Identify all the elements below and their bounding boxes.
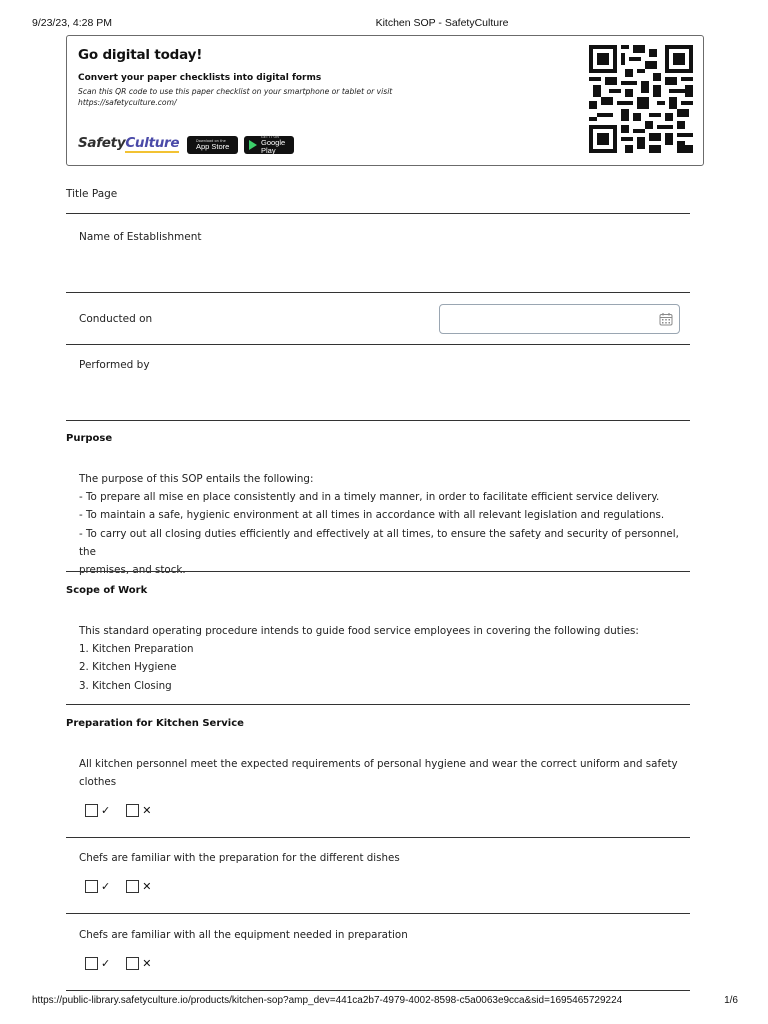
print-url: https://public-library.safetyculture.io/products/kitchen-sop?amp_dev=441ca2b7-4979-4002-8598-c5a0063e9cca&sid=1695465729224 — [32, 995, 623, 1006]
divider — [66, 292, 690, 293]
divider — [66, 704, 690, 705]
yes-option[interactable] — [85, 802, 110, 818]
divider — [66, 571, 690, 572]
check-mark-icon: ✓ — [101, 879, 111, 893]
divider — [66, 213, 690, 214]
promo-url[interactable]: https://safetyculture.com/ — [78, 98, 177, 107]
app-store-badge[interactable]: Download on the App Store — [187, 136, 238, 154]
safetyculture-logo: SafetyCulture — [78, 135, 180, 151]
check-mark-icon: ✓ — [101, 803, 111, 817]
establishment-name-label: Name of Establishment — [79, 231, 202, 243]
cross-mark-icon: ✕ — [142, 879, 152, 893]
calendar-icon[interactable] — [659, 312, 673, 326]
divider — [66, 913, 690, 914]
yes-option[interactable] — [85, 955, 110, 971]
purpose-line: The purpose of this SOP entails the following: — [79, 473, 314, 485]
checklist-question: All kitchen personnel meet the expected requirements of personal hygiene and wear the correct uniform and safety clothes — [79, 758, 678, 789]
cross-mark-icon: ✕ — [142, 803, 152, 817]
answer-options — [85, 878, 151, 894]
purpose-heading: Purpose — [66, 433, 113, 444]
print-title: Kitchen SOP - SafetyCulture — [375, 17, 509, 29]
scope-line: 2. Kitchen Hygiene — [79, 661, 177, 674]
conducted-on-date-input[interactable] — [439, 304, 680, 334]
scope-line: 3. Kitchen Closing — [79, 679, 172, 692]
checklist-question: Chefs are familiar with all the equipment needed in preparation — [79, 929, 408, 941]
scope-text — [79, 622, 679, 695]
purpose-line: - To carry out all closing duties efficiently and effectively at all times, to ensure the safety and security of personnel, the — [79, 527, 679, 558]
purpose-line: - To prepare all mise en place consistently and in a timely manner, in order to facilitate efficient service delivery. — [79, 491, 660, 504]
purpose-line: - To maintain a safe, hygienic environment at all times in accordance with all relevant legislation and regulations. — [79, 509, 665, 522]
promo-title: Go digital today! — [78, 47, 203, 63]
no-option[interactable] — [126, 878, 151, 894]
divider — [66, 344, 690, 345]
divider — [66, 420, 690, 421]
purpose-text — [79, 470, 679, 579]
promo-note-line: Scan this QR code to use this paper checklist on your smartphone or tablet or visit — [78, 87, 393, 96]
performed-by-label: Performed by — [79, 359, 150, 371]
page-number: 1/6 — [724, 995, 738, 1006]
divider — [66, 990, 690, 991]
cross-mark-icon: ✕ — [142, 956, 152, 970]
print-footer — [0, 995, 768, 1009]
scope-line: 1. Kitchen Preparation — [79, 643, 194, 656]
yes-option[interactable] — [85, 878, 110, 894]
go-digital-banner — [66, 35, 704, 166]
no-option[interactable] — [126, 802, 151, 818]
title-page-heading: Title Page — [66, 188, 118, 200]
promo-subtitle: Convert your paper checklists into digital forms — [78, 73, 322, 83]
answer-options — [85, 802, 151, 818]
print-header — [0, 17, 768, 31]
checkbox[interactable] — [85, 880, 98, 893]
checkbox[interactable] — [126, 957, 139, 970]
checklist-question: Chefs are familiar with the preparation for the different dishes — [79, 852, 400, 864]
scope-line: This standard operating procedure intends to guide food service employees in covering the following duties: — [79, 625, 639, 637]
scope-heading: Scope of Work — [66, 585, 148, 596]
google-play-badge[interactable]: GET IT ON Google Play — [244, 136, 294, 154]
checkbox[interactable] — [85, 804, 98, 817]
qr-code-icon — [589, 44, 693, 154]
answer-options — [85, 955, 151, 971]
no-option[interactable] — [126, 955, 151, 971]
promo-note — [78, 86, 408, 108]
divider — [66, 837, 690, 838]
google-play-icon — [249, 140, 257, 150]
checkbox[interactable] — [85, 957, 98, 970]
checkbox[interactable] — [126, 804, 139, 817]
print-date: 9/23/23, 4:28 PM — [32, 17, 112, 29]
conducted-on-label: Conducted on — [79, 313, 153, 325]
preparation-heading: Preparation for Kitchen Service — [66, 718, 244, 729]
check-mark-icon: ✓ — [101, 956, 111, 970]
checkbox[interactable] — [126, 880, 139, 893]
